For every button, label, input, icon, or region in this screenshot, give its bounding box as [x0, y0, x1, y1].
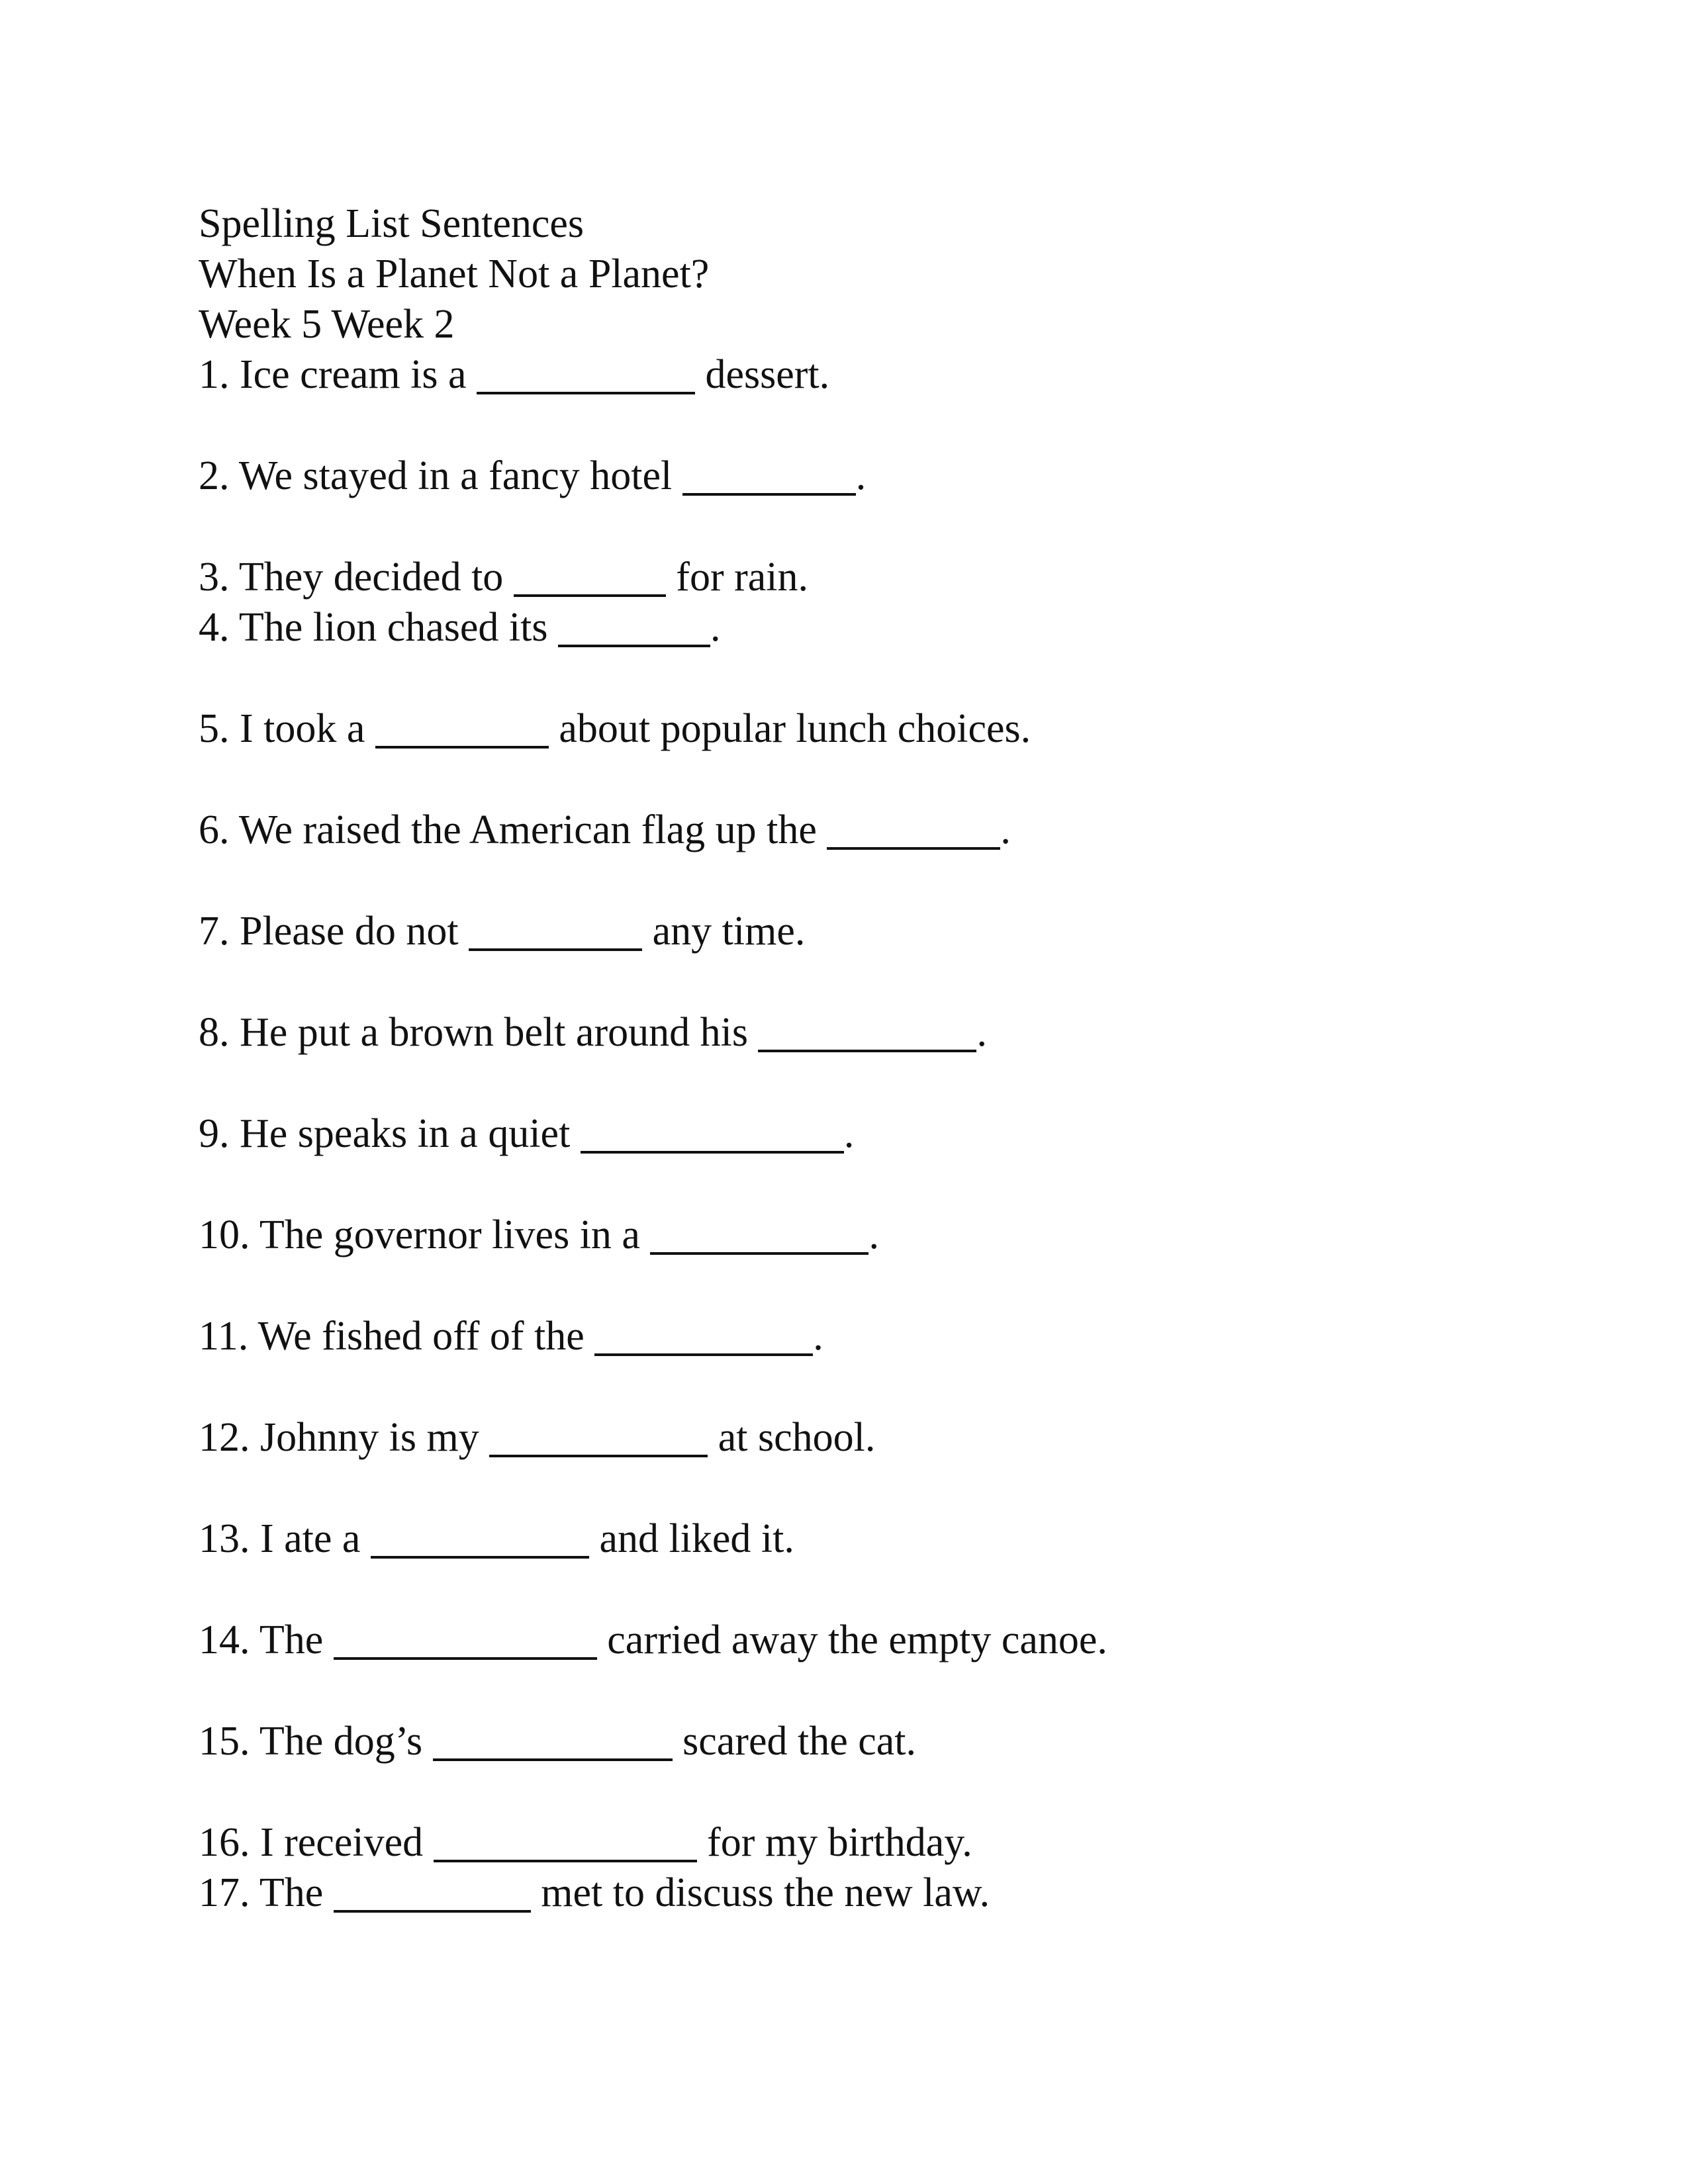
- sentence-13: [199, 1514, 794, 1564]
- sentence-text-after: scared the cat.: [682, 1719, 916, 1764]
- story-title: When Is a Planet Not a Planet?: [199, 251, 710, 296]
- sentence-text-after: .: [855, 453, 867, 498]
- sentence-6: [199, 805, 1011, 855]
- sentence-number: 5.: [199, 706, 230, 751]
- sentence-text-after: carried away the empty canoe.: [607, 1617, 1107, 1662]
- answer-blank[interactable]: [433, 1758, 673, 1761]
- sentence-text-before: We raised the American flag up the: [238, 807, 817, 852]
- sentence-number: 6.: [199, 807, 230, 852]
- answer-blank[interactable]: [334, 1657, 597, 1660]
- sentence-number: 2.: [199, 453, 230, 498]
- sentence-text-before: I ate a: [260, 1516, 361, 1561]
- answer-blank[interactable]: [682, 493, 856, 496]
- sentence-number: 11.: [199, 1314, 249, 1359]
- sentence-number: 15.: [199, 1719, 250, 1764]
- sentence-number: 3.: [199, 555, 230, 600]
- sentence-5: [199, 704, 1031, 754]
- sentence-number: 4.: [199, 605, 230, 650]
- sentence-number: 10.: [199, 1212, 250, 1257]
- sentence-text-before: They decided to: [238, 555, 504, 600]
- sentence-text-before: The governor lives in a: [259, 1212, 640, 1257]
- sentence-text-before: The: [259, 1870, 324, 1915]
- sentence-text-after: met to discuss the new law.: [541, 1870, 990, 1915]
- answer-blank[interactable]: [558, 645, 710, 647]
- sentence-text-after: at school.: [718, 1415, 876, 1460]
- sentence-text-before: Please do not: [240, 909, 459, 954]
- sentence-text-after: .: [1000, 807, 1011, 852]
- sentence-text-after: for my birthday.: [707, 1820, 972, 1865]
- sentence-8: [199, 1007, 987, 1058]
- answer-blank[interactable]: [758, 1050, 976, 1052]
- answer-blank[interactable]: [469, 948, 642, 951]
- sentence-text-before: We fished off of the: [258, 1314, 585, 1359]
- sentence-16: [199, 1817, 972, 1868]
- sentence-text-after: any time.: [652, 909, 806, 954]
- sentence-number: 13.: [199, 1516, 250, 1561]
- sentence-text-after: .: [843, 1111, 855, 1156]
- sentence-text-before: The dog’s: [259, 1719, 423, 1764]
- sentence-text-after: .: [710, 605, 721, 650]
- sentence-1: [199, 349, 829, 400]
- answer-blank[interactable]: [434, 1860, 697, 1862]
- sentence-14: [199, 1615, 1107, 1665]
- sentence-text-before: The: [259, 1617, 324, 1662]
- sentence-text-before: Johnny is my: [260, 1415, 479, 1460]
- sentence-12: [199, 1412, 875, 1463]
- answer-blank[interactable]: [375, 746, 549, 749]
- sentence-text-after: dessert.: [705, 352, 830, 397]
- sentence-text-after: .: [868, 1212, 879, 1257]
- answer-blank[interactable]: [371, 1556, 589, 1559]
- sentence-4: [199, 602, 721, 653]
- sentence-text-before: He put a brown belt around his: [240, 1010, 748, 1055]
- sentence-number: 1.: [199, 352, 230, 397]
- answer-blank[interactable]: [650, 1252, 868, 1255]
- answer-blank[interactable]: [594, 1353, 813, 1356]
- sentence-11: [199, 1311, 823, 1361]
- sentence-text-before: I took a: [240, 706, 365, 751]
- sentence-7: [199, 906, 805, 956]
- sentence-text-after: .: [976, 1010, 987, 1055]
- answer-blank[interactable]: [514, 594, 666, 597]
- sentence-15: [199, 1716, 916, 1766]
- sentence-text-after: and liked it.: [599, 1516, 794, 1561]
- sentence-number: 16.: [199, 1820, 250, 1865]
- sentence-number: 8.: [199, 1010, 230, 1055]
- sentence-3: [199, 552, 808, 602]
- sentence-text-before: Ice cream is a: [240, 352, 467, 397]
- sentence-number: 7.: [199, 909, 230, 954]
- answer-blank[interactable]: [581, 1151, 844, 1154]
- sentence-2: [199, 451, 866, 501]
- sentence-number: 9.: [199, 1111, 230, 1156]
- sentence-text-after: .: [813, 1314, 823, 1359]
- answer-blank[interactable]: [827, 847, 1000, 850]
- sentence-9: [199, 1109, 854, 1159]
- sentence-text-after: about popular lunch choices.: [559, 706, 1031, 751]
- answer-blank[interactable]: [489, 1455, 708, 1457]
- sentence-text-after: for rain.: [676, 555, 808, 600]
- sentence-17: [199, 1868, 990, 1918]
- week-label: Week 5 Week 2: [199, 302, 455, 347]
- sentence-text-before: He speaks in a quiet: [240, 1111, 571, 1156]
- answer-blank[interactable]: [334, 1910, 531, 1913]
- sentence-10: [199, 1210, 879, 1260]
- worksheet-title: Spelling List Sentences: [199, 201, 585, 246]
- sentence-text-before: The lion chased its: [238, 605, 548, 650]
- answer-blank[interactable]: [477, 392, 695, 394]
- sentence-number: 17.: [199, 1870, 250, 1915]
- sentence-number: 12.: [199, 1415, 250, 1460]
- sentence-text-before: I received: [260, 1820, 424, 1865]
- sentence-text-before: We stayed in a fancy hotel: [238, 453, 673, 498]
- sentence-number: 14.: [199, 1617, 250, 1662]
